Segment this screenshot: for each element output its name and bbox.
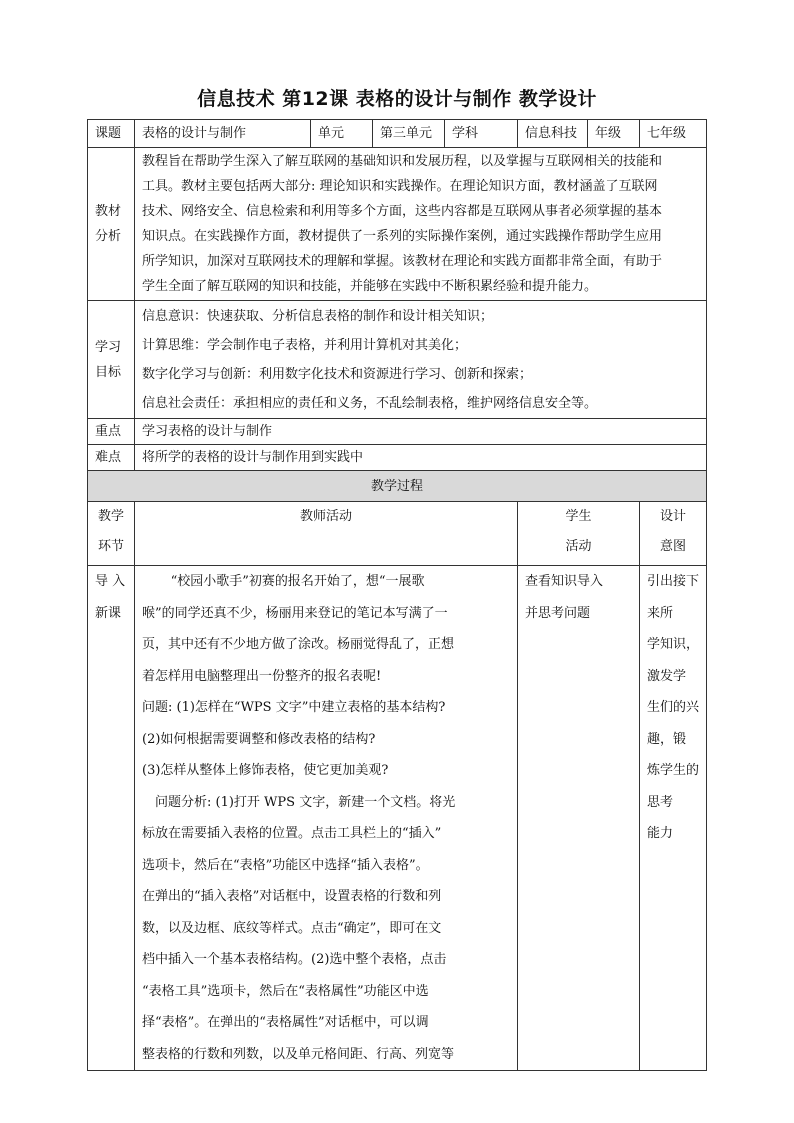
analysis-line: 学生全面了解互联网的知识和技能，并能够在实践中不断积累经验和提升能力。 — [142, 279, 598, 294]
stage-header-line2: 环节 — [97, 539, 124, 554]
teacher-line: 选项卡，然后在“表格”功能区中选择“插入表格”。 — [142, 857, 429, 873]
intro-student-activity — [518, 566, 640, 1071]
document-title: 信息技术 第12课 表格的设计与制作 教学设计 — [197, 88, 597, 110]
objectives-label-line1: 学习 — [95, 339, 122, 355]
analysis-label — [88, 148, 135, 301]
objectives-label — [88, 301, 135, 419]
teacher-activity-header: 教师活动 — [135, 502, 518, 566]
key-point-value: 学习表格的设计与制作 — [135, 419, 707, 445]
analysis-line: 技术、网络安全、信息检索和利用等多个方面，这些内容都是互联网从事者必须掌握的基本 — [142, 204, 663, 219]
objectives-text — [135, 301, 707, 419]
intent-line: 能力 — [647, 826, 674, 841]
process-band: 教学过程 — [88, 471, 707, 502]
key-point-row — [88, 419, 707, 445]
intro-stage-line1: 导 入 — [95, 574, 126, 589]
intent-header-line1: 设计 — [659, 509, 686, 524]
teacher-line: 页，其中还有不少地方做了涂改。杨丽觉得乱了，正想 — [142, 637, 455, 652]
stage-header-line1: 教学 — [97, 509, 124, 524]
student-header-line1: 学生 — [565, 509, 592, 524]
unit-label: 单元 — [311, 120, 373, 148]
subject-label: 学科 — [445, 120, 518, 148]
teacher-line: 问题: (1)怎样在“WPS 文字”中建立表格的基本结构? — [142, 700, 446, 715]
teacher-line: 着怎样用电脑整理出一份整齐的报名表呢! — [142, 668, 382, 684]
teacher-line: 标放在需要插入表格的位置。点击工具栏上的“插入” — [142, 826, 442, 841]
intent-line: 生们的兴趣，锻 — [647, 700, 700, 747]
analysis-label-line2: 分析 — [95, 229, 122, 244]
student-line: 并思考问题 — [525, 605, 591, 621]
intent-line: 炼学生的思考 — [647, 763, 700, 810]
process-band-row — [88, 471, 707, 502]
objective-line: 计算思维：学会制作电子表格，并利用计算机对其美化； — [142, 337, 468, 353]
difficulty-label: 难点 — [88, 445, 135, 471]
intro-design-intent — [640, 566, 707, 1071]
topic-value: 表格的设计与制作 — [135, 120, 311, 148]
analysis-line: 工具。教材主要包括两大部分: 理论知识和实践操作。在理论知识方面，教材涵盖了互联网 — [142, 179, 658, 194]
objective-line: 信息社会责任：承担相应的责任和义务，不乱绘制表格，维护网络信息安全等。 — [142, 395, 598, 411]
difficulty-value: 将所学的表格的设计与制作用到实践中 — [135, 445, 707, 471]
intent-line: 学知识，激发学 — [647, 637, 700, 684]
grade-label: 年级 — [588, 120, 640, 148]
teacher-line: 喉”的同学还真不少，杨丽用来登记的笔记本写满了一 — [142, 605, 448, 621]
teacher-line: (3)怎样从整体上修饰表格，使它更加美观? — [142, 763, 389, 778]
analysis-line: 所学知识，加深对互联网技术的理解和掌握。该教材在理论和实践方面都非常全面，有助于 — [142, 254, 663, 269]
teacher-line: “表格工具”选项卡，然后在“表格属性”功能区中选 — [142, 983, 429, 999]
intent-header-line2: 意图 — [659, 539, 686, 554]
teacher-line: 择“表格”。在弹出的“表格属性”对话框中，可以调 — [142, 1015, 429, 1030]
topic-label: 课题 — [88, 120, 135, 148]
teacher-line: 数，以及边框、底纹等样式。点击“确定”，即可在文 — [142, 920, 442, 936]
stage-header — [88, 502, 135, 566]
analysis-text — [135, 148, 707, 301]
key-point-label: 重点 — [88, 419, 135, 445]
intent-line: 引出接下来所 — [647, 574, 700, 621]
teacher-line: “校园小歌手”初赛的报名开始了，想“一展歌 — [170, 574, 425, 589]
teacher-line: 问题分析: (1)打开 WPS 文字，新建一个文档。将光 — [155, 794, 456, 810]
teacher-line: 整表格的行数和列数，以及单元格间距、行高、列宽等 — [142, 1046, 455, 1062]
difficulty-row — [88, 445, 707, 471]
analysis-row — [88, 148, 707, 301]
intro-stage — [88, 566, 135, 1071]
objective-line: 数字化学习与创新：利用数字化技术和资源进行学习、创新和探索； — [142, 366, 533, 382]
analysis-line: 知识点。在实践操作方面，教材提供了一系列的实际操作案例，通过实践操作帮助学生应用 — [142, 229, 663, 244]
analysis-label-line1: 教材 — [95, 204, 122, 219]
teacher-line: (2)如何根据需要调整和修改表格的结构? — [142, 731, 376, 747]
meta-row — [88, 120, 707, 148]
subject-value: 信息科技 — [518, 120, 588, 148]
student-header-line2: 活动 — [565, 539, 592, 554]
student-line: 查看知识导入 — [525, 574, 604, 589]
objective-line: 信息意识：快速获取、分析信息表格的制作和设计相关知识； — [142, 308, 494, 324]
unit-value: 第三单元 — [373, 120, 445, 148]
teacher-line: 在弹出的“插入表格”对话框中，设置表格的行数和列 — [142, 889, 442, 904]
objectives-label-line2: 目标 — [95, 364, 122, 380]
lesson-plan-table — [87, 119, 707, 1071]
grade-value: 七年级 — [640, 120, 707, 148]
intro-teacher-activity — [135, 566, 518, 1071]
objectives-row — [88, 301, 707, 419]
intro-row — [88, 566, 707, 1071]
teacher-line: 档中插入一个基本表格结构。(2)选中整个表格，点击 — [142, 952, 447, 967]
intro-stage-line2: 新课 — [95, 605, 122, 621]
process-header-row — [88, 502, 707, 566]
design-intent-header — [640, 502, 707, 566]
analysis-line: 教程旨在帮助学生深入了解互联网的基础知识和发展历程，以及掌握与互联网相关的技能和 — [142, 154, 663, 169]
student-activity-header — [518, 502, 640, 566]
